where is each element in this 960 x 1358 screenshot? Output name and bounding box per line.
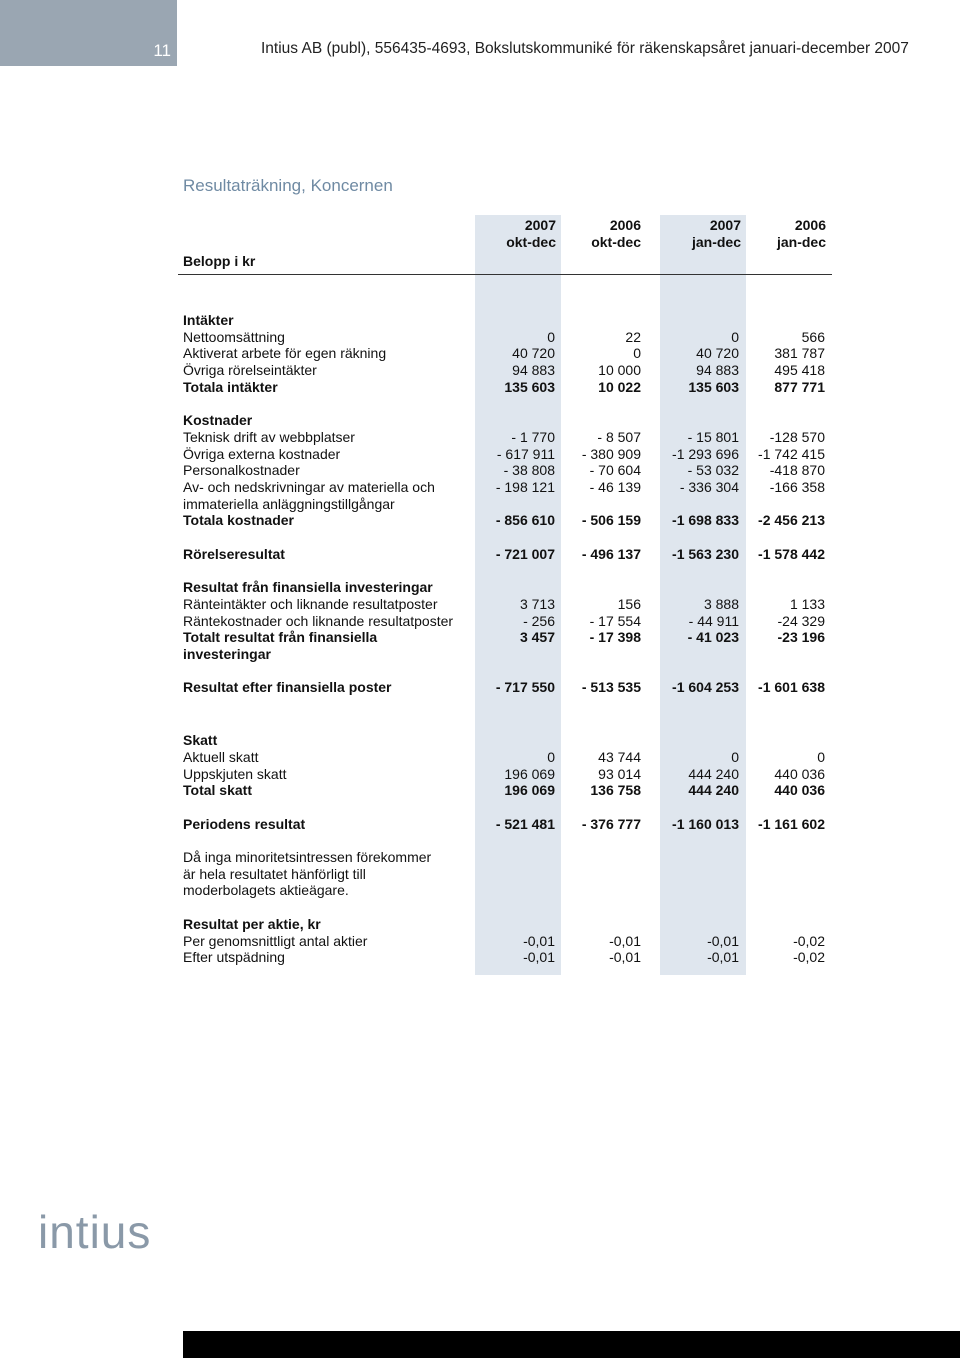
cell-value: -0,02 — [793, 932, 825, 949]
cell-value: -1 578 442 — [758, 545, 825, 562]
row-label: Då inga minoritetsintressen förekommer — [183, 849, 432, 865]
cell-value: 40 720 — [512, 345, 555, 362]
cell-value: - 376 777 — [581, 815, 641, 832]
cell-value: -1 604 253 — [672, 679, 739, 696]
table-row — [183, 679, 825, 696]
cell-value: -0,01 — [609, 932, 641, 949]
row-label: Rörelseresultat — [183, 545, 285, 562]
cell-value: - 8 507 — [597, 428, 641, 445]
column-period: okt-dec — [506, 234, 556, 250]
table-row — [183, 429, 825, 446]
cell-value: - 521 481 — [495, 815, 555, 832]
cell-value: 0 — [731, 748, 739, 765]
cell-value: 3 888 — [703, 595, 739, 612]
cell-value: 156 — [617, 595, 641, 612]
table-row — [183, 479, 825, 496]
cell-value: -128 570 — [769, 428, 825, 445]
cell-value: - 38 808 — [503, 462, 555, 479]
row-label: är hela resultatet hänförligt till — [183, 865, 366, 882]
cell-value: - 17 398 — [589, 629, 641, 646]
cell-value: 94 883 — [696, 362, 739, 379]
column-year: 2007 — [524, 217, 556, 233]
table-row — [183, 933, 825, 950]
intius-logo — [38, 1208, 188, 1258]
cell-value: - 496 137 — [581, 545, 641, 562]
cell-value: -2 456 213 — [758, 512, 825, 529]
cell-value: - 336 304 — [679, 479, 739, 496]
table-row — [183, 732, 825, 749]
table-row — [183, 512, 825, 529]
row-label: Periodens resultat — [183, 815, 306, 832]
row-label: Totala kostnader — [183, 512, 294, 529]
cell-value: - 513 535 — [581, 679, 641, 696]
table-row — [183, 866, 825, 883]
cell-value: 135 603 — [504, 378, 555, 395]
cell-value: -1 293 696 — [672, 445, 739, 462]
row-label: Intäkter — [183, 312, 234, 328]
cell-value: 0 — [731, 328, 739, 345]
footer-bar — [183, 1331, 960, 1358]
row-label: Personalkostnader — [183, 462, 300, 479]
row-label: Resultat per aktie, kr — [183, 915, 321, 932]
row-label: Räntekostnader och liknande resultatposter — [183, 612, 454, 629]
row-label: immateriella anläggningstillgångar — [183, 495, 395, 512]
table-row — [183, 849, 825, 866]
cell-value: -0,01 — [707, 949, 739, 966]
table-row — [183, 949, 825, 966]
table-row — [183, 579, 825, 596]
table-row — [183, 916, 825, 933]
cell-value: - 380 909 — [581, 445, 641, 462]
cell-value: 196 069 — [504, 782, 555, 799]
cell-value: - 70 604 — [589, 462, 641, 479]
cell-value: -1 160 013 — [672, 815, 739, 832]
row-label: Av- och nedskrivningar av materiella och — [183, 479, 435, 496]
table-row — [183, 462, 825, 479]
cell-value: - 44 911 — [688, 612, 739, 629]
column-year: 2007 — [709, 217, 741, 233]
cell-value: - 46 139 — [589, 479, 641, 496]
table-row — [183, 329, 825, 346]
cell-value: - 856 610 — [495, 512, 555, 529]
cell-value: 381 787 — [774, 345, 825, 362]
cell-value: 43 744 — [598, 748, 641, 765]
column-header-3 — [660, 217, 741, 251]
cell-value: -166 358 — [769, 479, 825, 496]
row-label: Uppskjuten skatt — [183, 765, 287, 782]
table-row — [183, 816, 825, 833]
cell-value: 566 — [801, 328, 825, 345]
cell-value: 196 069 — [504, 765, 555, 782]
row-label: Aktuell skatt — [183, 748, 259, 765]
column-year: 2006 — [794, 217, 826, 233]
table-row — [183, 496, 825, 513]
page-number: 11 — [153, 41, 171, 60]
column-period: jan-dec — [691, 234, 741, 250]
cell-value: 877 771 — [774, 378, 825, 395]
cell-value: 3 713 — [519, 595, 555, 612]
cell-value: 444 240 — [688, 782, 739, 799]
cell-value: - 506 159 — [581, 512, 641, 529]
cell-value: -1 563 230 — [672, 545, 739, 562]
cell-value: 10 022 — [598, 378, 641, 395]
cell-value: -1 161 602 — [758, 815, 825, 832]
table-row — [183, 546, 825, 563]
table-row — [183, 782, 825, 799]
cell-value: -418 870 — [769, 462, 825, 479]
cell-value: -0,02 — [793, 949, 825, 966]
table-row — [183, 379, 825, 396]
document-header: Intius AB (publ), 556435-4693, Bokslutskommuniké för räkenskapsåret januari-december 2007 — [261, 40, 909, 57]
table-row — [183, 312, 825, 329]
cell-value: -23 196 — [777, 629, 825, 646]
cell-value: 22 — [625, 328, 641, 345]
cell-value: 495 418 — [774, 362, 825, 379]
cell-value: 94 883 — [512, 362, 555, 379]
cell-value: -0,01 — [523, 949, 555, 966]
cell-value: 10 000 — [598, 362, 641, 379]
column-header-4 — [746, 217, 826, 251]
table-row — [183, 412, 825, 429]
row-label: Efter utspädning — [183, 949, 285, 966]
cell-value: - 41 023 — [687, 629, 739, 646]
section-title: Resultaträkning, Koncernen — [183, 176, 393, 195]
cell-value: - 198 121 — [495, 479, 555, 496]
table-row — [183, 749, 825, 766]
cell-value: -0,01 — [609, 949, 641, 966]
row-label: Nettoomsättning — [183, 328, 285, 345]
cell-value: 440 036 — [774, 782, 825, 799]
page-number-box — [0, 0, 177, 66]
cell-value: -0,01 — [523, 932, 555, 949]
table-row — [183, 646, 825, 663]
row-label: Resultat från finansiella investeringar — [183, 579, 433, 596]
column-header-2 — [561, 217, 641, 251]
unit-label: Belopp i kr — [183, 253, 256, 269]
cell-value: 0 — [633, 345, 641, 362]
row-label: Skatt — [183, 732, 218, 749]
column-period: okt-dec — [591, 234, 641, 250]
cell-value: - 721 007 — [495, 545, 555, 562]
column-year: 2006 — [609, 217, 641, 233]
table-row — [183, 882, 825, 899]
cell-value: - 53 032 — [687, 462, 739, 479]
cell-value: 0 — [547, 328, 555, 345]
cell-value: - 717 550 — [495, 679, 555, 696]
row-label: Totalt resultat från finansiella — [183, 629, 378, 646]
table-row — [183, 362, 825, 379]
cell-value: - 256 — [523, 612, 555, 629]
column-header-1 — [475, 217, 556, 251]
cell-value: - 1 770 — [511, 428, 555, 445]
row-label: Övriga rörelseintäkter — [183, 362, 317, 379]
cell-value: -24 329 — [777, 612, 825, 629]
table-row — [183, 446, 825, 463]
row-label: moderbolagets aktieägare. — [183, 882, 349, 899]
column-period: jan-dec — [776, 234, 826, 250]
table-row — [183, 345, 825, 362]
cell-value: 135 603 — [688, 378, 739, 395]
cell-value: 40 720 — [696, 345, 739, 362]
cell-value: 0 — [817, 748, 825, 765]
row-label: Totala intäkter — [183, 378, 278, 395]
cell-value: 3 457 — [519, 629, 555, 646]
cell-value: -0,01 — [707, 932, 739, 949]
row-label: Kostnader — [183, 412, 253, 429]
cell-value: 1 133 — [789, 595, 825, 612]
row-label: Ränteintäkter och liknande resultatposter — [183, 595, 438, 612]
table-row — [183, 596, 825, 613]
cell-value: 93 014 — [598, 765, 641, 782]
cell-value: 0 — [547, 748, 555, 765]
row-label: Total skatt — [183, 782, 252, 799]
cell-value: -1 742 415 — [758, 445, 825, 462]
income-statement-table — [183, 312, 825, 966]
cell-value: -1 601 638 — [758, 679, 825, 696]
row-label: Resultat efter finansiella poster — [183, 679, 392, 696]
row-label: investeringar — [183, 646, 271, 663]
row-label: Teknisk drift av webbplatser — [183, 428, 355, 445]
cell-value: 440 036 — [774, 765, 825, 782]
table-row — [183, 613, 825, 630]
row-label: Övriga externa kostnader — [183, 445, 341, 462]
cell-value: - 617 911 — [496, 445, 555, 462]
cell-value: - 15 801 — [687, 428, 739, 445]
table-row — [183, 766, 825, 783]
cell-value: 444 240 — [688, 765, 739, 782]
row-label: Per genomsnittligt antal aktier — [183, 932, 368, 949]
logo-text: intius — [38, 1208, 152, 1258]
cell-value: -1 698 833 — [672, 512, 739, 529]
row-label: Aktiverat arbete för egen räkning — [183, 345, 387, 362]
cell-value: - 17 554 — [589, 612, 641, 629]
cell-value: 136 758 — [590, 782, 641, 799]
table-row — [183, 629, 825, 646]
header-divider — [178, 274, 832, 275]
